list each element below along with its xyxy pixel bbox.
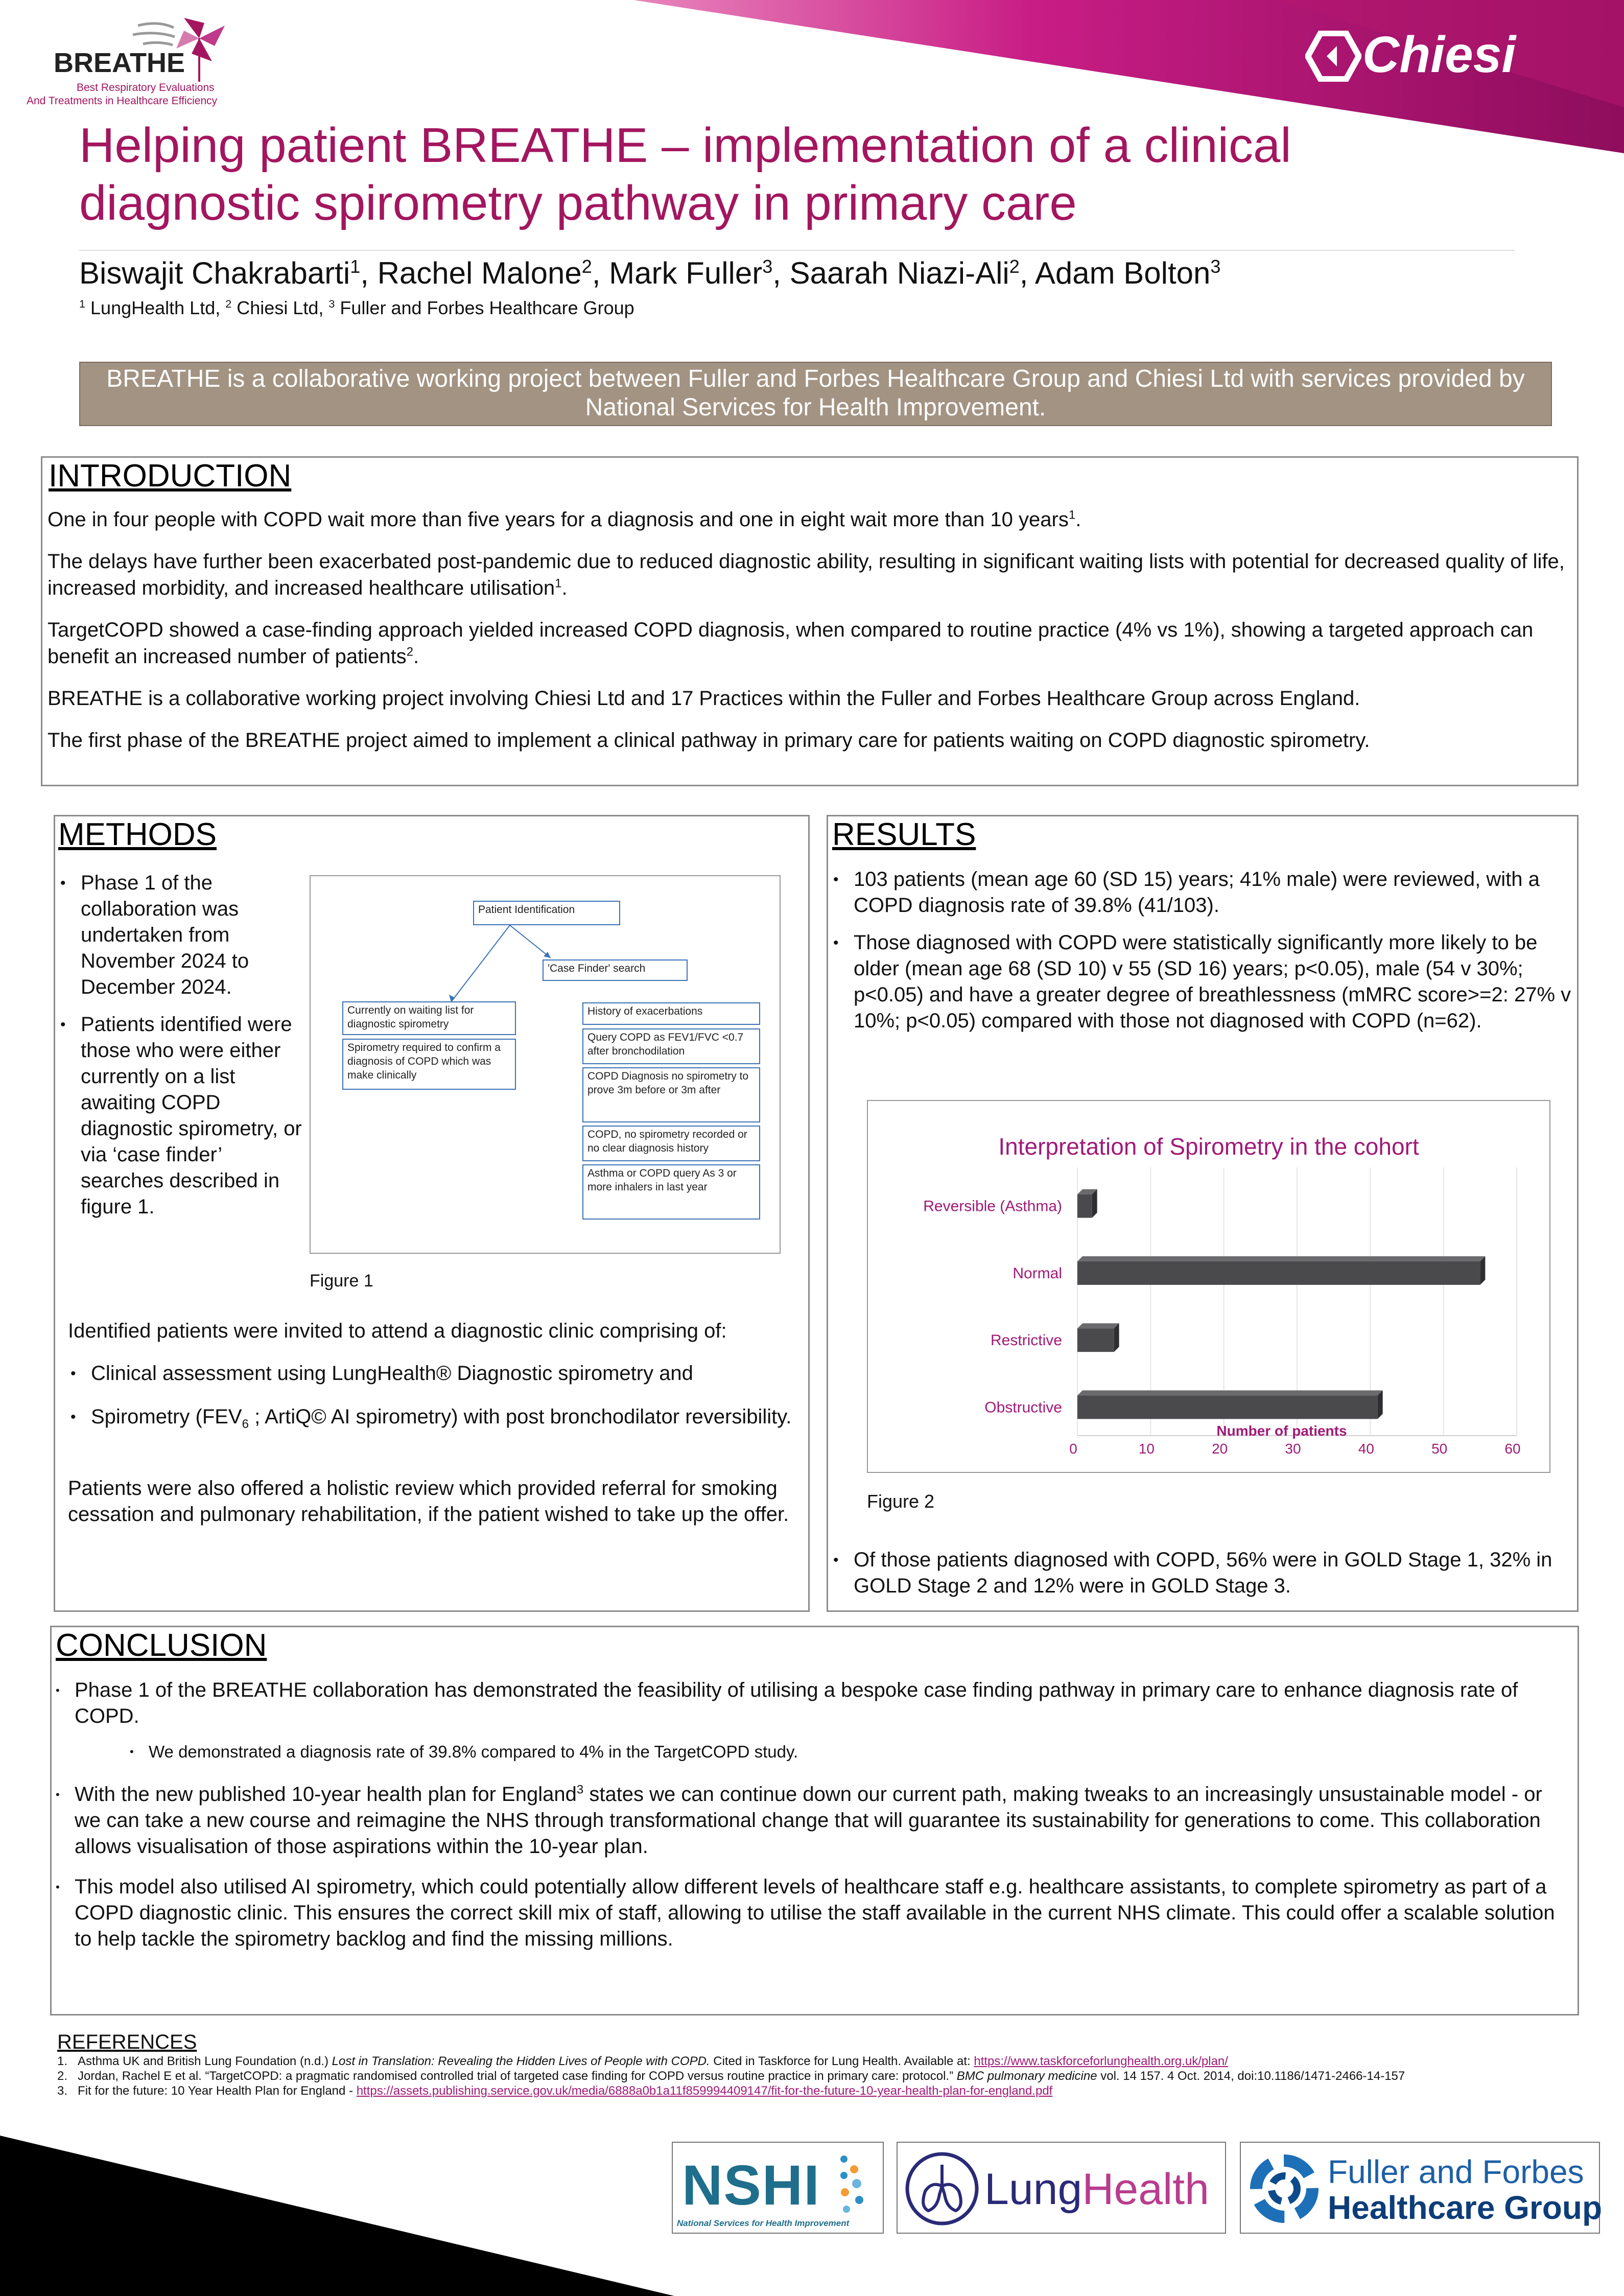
conclusion-sub-bullet: • We demonstrated a diagnosis rate of 39.8% compared to 4% in the TargetCOPD study.: [126, 1741, 1571, 1763]
figure-1-caption: Figure 1: [310, 1271, 373, 1291]
bar: [1077, 1261, 1480, 1285]
conclusion-title: CONCLUSION: [56, 1628, 267, 1663]
figure-2-caption: Figure 2: [867, 1491, 935, 1512]
bar: [1077, 1194, 1092, 1218]
reference-item: 2. Jordan, Rachel E et al. “TargetCOPD: a pragmatic randomised controlled trial of targeted case finding for COPD versus routine practice in primary care: protocol.” BMC pulmonary medicine vol. 14 157. 4 Oct. 2014, doi:10.1186/1471-2466-14-157: [57, 2069, 1405, 2083]
bar: [1077, 1395, 1378, 1419]
lunghealth-logo: [897, 2142, 1226, 2234]
flow-box-no-spirometry: COPD, no spirometry recorded or no clear diagnosis history: [582, 1126, 760, 1161]
chart-tick-labels: [1069, 1441, 1520, 1457]
methods-closing-text: Patients were also offered a holistic review which provided referral for smoking cessation and pulmonary rehabilitation, if the patient wished to take up the offer.: [68, 1477, 789, 1526]
bar-top-face: [1077, 1256, 1485, 1261]
logo-tagline-1: Best Respiratory Evaluations: [77, 82, 215, 93]
intro-paragraph: BREATHE is a collaborative working project involving Chiesi Ltd and 17 Practices within the Fuller and Forbes Healthcare Group across England.: [48, 687, 1360, 710]
spirometry-bar-chart: [868, 1101, 1549, 1472]
results-bullets-top: [828, 866, 1574, 1034]
chart-tick-label: 40: [1358, 1441, 1374, 1457]
intro-paragraph: TargetCOPD showed a case-finding approach yielded increased COPD diagnosis, when compared to routine practice (4% vs 1%), showing a targeted approach can benefit an increased number of patients$^2$.: [48, 619, 1534, 668]
chart-bars: [1077, 1189, 1485, 1419]
chiesi-logo: [1305, 26, 1581, 87]
bar: [1077, 1328, 1114, 1352]
methods-invite-text: Identified patients were invited to attend a diagnostic clinic comprising of:: [68, 1320, 727, 1342]
methods-bullets: [55, 870, 305, 1220]
nshi-logo: [672, 2142, 884, 2234]
chart-tick-label: 60: [1504, 1441, 1521, 1457]
logo-tagline-2: And Treatments in Healthcare Efficiency: [27, 95, 218, 107]
flow-box-copd-diagnosis: COPD Diagnosis no spirometry to prove 3m before or 3m after: [582, 1067, 760, 1122]
author: Adam Bolton$^3$: [1034, 256, 1221, 290]
lunghealth-wordmark: LungHealth: [984, 2165, 1209, 2214]
chart-tick-label: 0: [1069, 1441, 1077, 1457]
nshi-wordmark: NSHI: [682, 2154, 820, 2217]
methods-title: METHODS: [58, 817, 217, 852]
results-bullet: • Of those patients diagnosed with COPD, 56% were in GOLD Stage 1, 32% in GOLD Stage 2 and 12% were in GOLD Stage 3.: [828, 1547, 1574, 1599]
flow-box-exacerbations: History of exacerbations: [582, 1002, 760, 1025]
references-section: [57, 2030, 1585, 2098]
chart-title: Interpretation of Spirometry in the cohort: [998, 1133, 1419, 1160]
chart-category-labels: [923, 1198, 1062, 1416]
lungs-icon: [904, 2150, 980, 2227]
chiesi-mark-icon: [1305, 31, 1361, 82]
poster-title: [79, 116, 1291, 232]
nshi-dots-icon: [834, 2154, 880, 2215]
reference-link[interactable]: https://www.taskforceforlunghealth.org.uk/plan/: [974, 2054, 1228, 2068]
reference-item: 3. Fit for the future: 10 Year Health Plan for England - https://assets.publishing.service.gov.uk/media/6888a0b1a11f859994409147/fit-for-the-future-10-year-health-plan-for-england.pdf: [57, 2084, 1053, 2098]
nshi-tagline: National Services for Health Improvement: [677, 2218, 850, 2228]
flow-box-waiting-list: Currently on waiting list for diagnostic spirometry: [342, 1001, 516, 1035]
results-title: RESULTS: [832, 817, 976, 852]
flow-box-case-finder: 'Case Finder' search: [543, 959, 688, 981]
fuller-forbes-logo: [1240, 2142, 1603, 2234]
results-section: [827, 815, 1579, 1612]
methods-bullet: • Patients identified were those who were either currently on a list awaiting COPD diagnostic spirometry, or via ‘case finder’ searches described in figure 1.: [55, 1012, 305, 1220]
chart-category-label: Restrictive: [990, 1332, 1062, 1349]
fuller-forbes-line-1: Fuller and Forbes: [1328, 2153, 1584, 2190]
chart-tick-label: 30: [1285, 1441, 1301, 1457]
results-bullets-bottom: [828, 1547, 1574, 1599]
methods-bullet: • Phase 1 of the collaboration was undertaken from November 2024 to December 2024.: [55, 870, 305, 1000]
flow-box-asthma-query: Asthma or COPD query As 3 or more inhalers in last year: [582, 1164, 760, 1220]
fuller-forbes-swirl-icon: [1249, 2153, 1320, 2224]
conclusion-bullet: • Phase 1 of the BREATHE collaboration has demonstrated the feasibility of utilising a bespoke case finding pathway in primary care to enhance diagnosis rate of COPD.: [52, 1677, 1571, 1729]
author: Biswajit Chakrabarti$^1$: [79, 256, 361, 290]
introduction-body: [48, 506, 1565, 769]
author: Saarah Niazi-Ali$^2$: [789, 256, 1020, 290]
affiliations: $^1$ LungHealth Ltd, $^2$ Chiesi Ltd, $^3$ Fuller and Forbes Healthcare Group: [79, 297, 634, 318]
title-divider: [79, 250, 1515, 251]
results-bullet: • 103 patients (mean age 60 (SD 15) years; 41% male) were reviewed, with a COPD diagnosis rate of 39.8% (41/103).: [828, 866, 1574, 919]
flow-box-query-copd: Query COPD as FEV1/FVC <0.7 after bronchodilation: [582, 1028, 760, 1064]
conclusion-bullet: • With the new published 10-year health plan for England$^3$ states we can continue down our current path, making tweaks to an increasingly unsustainable model - or we can take a new course and reimagine the NHS through transformational change that will guarantee its sustainability for generations to come. This collaboration allows visualisation of those aspirations within the 10-year plan.: [52, 1782, 1571, 1860]
reference-link[interactable]: https://assets.publishing.service.gov.uk/media/6888a0b1a11f859994409147/fit-for-the-future-10-year-health-plan-for-england.pdf: [356, 2084, 1053, 2098]
author: Rachel Malone$^2$: [377, 256, 592, 290]
chiesi-wordmark: Chiesi: [1362, 26, 1516, 83]
conclusion-bullet: • This model also utilised AI spirometry, which could potentially allow different levels of healthcare staff e.g. healthcare assistants, to complete spirometry as part of a COPD diagnostic clinic. This ensures the correct skill mix of staff, allowing to utilise the staff available in the current NHS climate. This could offer a scalable solution to help tackle the spirometry backlog and find the missing millions.: [52, 1874, 1571, 1952]
chart-tick-label: 50: [1431, 1441, 1448, 1457]
methods-bullet: • Clinical assessment using LungHealth® Diagnostic spirometry and: [65, 1361, 801, 1387]
conclusion-body: [52, 1677, 1571, 1952]
figure-2-chart: [867, 1100, 1550, 1473]
conclusion-section: [50, 1626, 1579, 2016]
title-line-2: diagnostic spirometry pathway in primary care: [79, 176, 1077, 230]
figure-1-flowchart: [310, 875, 781, 1254]
collaboration-banner: BREATHE is a collaborative working project between Fuller and Forbes Healthcare Group and Chiesi Ltd with services provided by National Services for Health Improvement.: [79, 362, 1552, 426]
chart-category-label: Normal: [1013, 1264, 1062, 1282]
chart-category-label: Obstructive: [984, 1399, 1062, 1416]
logo-text: BREATHE: [54, 48, 185, 78]
chart-tick-label: 20: [1212, 1441, 1228, 1457]
bar-top-face: [1077, 1390, 1383, 1395]
breathe-logo: [20, 6, 245, 113]
authors: Biswajit Chakrabarti$^1$, Rachel Malone$^2$, Mark Fuller$^3$, Saarah Niazi-Ali$^2$, Adam Bolton$^3$: [79, 256, 1221, 290]
intro-paragraph: The delays have further been exacerbated post-pandemic due to reduced diagnostic ability, resulting in significant waiting lists with potential for decreased quality of life, increased morbidity, and increased healthcare utilisation$^1$.: [48, 550, 1565, 599]
chart-x-axis-label: Number of patients: [1216, 1423, 1347, 1439]
author: Mark Fuller$^3$: [609, 256, 773, 290]
introduction-title: INTRODUCTION: [49, 458, 292, 494]
fuller-forbes-line-2: Healthcare Group: [1328, 2189, 1603, 2226]
chart-category-label: Reversible (Asthma): [923, 1198, 1062, 1215]
bar-top-face: [1077, 1323, 1119, 1328]
flow-box-patient-identification: Patient Identification: [473, 901, 620, 925]
flow-box-spirometry-required: Spirometry required to confirm a diagnosis of COPD which was make clinically: [342, 1039, 516, 1090]
methods-section: [54, 815, 810, 1612]
intro-paragraph: One in four people with COPD wait more than five years for a diagnosis and one in eight wait more than 10 years$^1$.: [48, 508, 1081, 531]
methods-bullet: • Spirometry ($FEV_6$ ; ArtiQ© AI spirometry) with post bronchodilator reversibility.: [65, 1404, 801, 1430]
chart-tick-label: 10: [1138, 1441, 1155, 1457]
introduction-section: [41, 456, 1579, 786]
intro-paragraph: The first phase of the BREATHE project aimed to implement a clinical pathway in primary care for patients waiting on COPD diagnostic spirometry.: [48, 729, 1370, 752]
methods-clinic-bullets: [65, 1361, 801, 1430]
title-line-1: Helping patient BREATHE – implementation of a clinical: [79, 118, 1291, 173]
reference-item: 1. Asthma UK and British Lung Foundation (n.d.) Lost in Translation: Revealing the Hidden Lives of People with COPD. Cited in Taskforce for Lung Health. Available at: https://www.taskforceforlunghealth.org.uk/plan/: [57, 2054, 1228, 2068]
references-title: REFERENCES: [57, 2031, 197, 2053]
results-bullet: • Those diagnosed with COPD were statistically significantly more likely to be older (mean age 68 (SD 10) v 55 (SD 16) years; p<0.05), male (54 v 30%; p<0.05) and have a greater degree of breathlessness (mMRC score>=2: 27% v 10%; p<0.05) compared with those not diagnosed with COPD (n=62).: [828, 930, 1574, 1034]
